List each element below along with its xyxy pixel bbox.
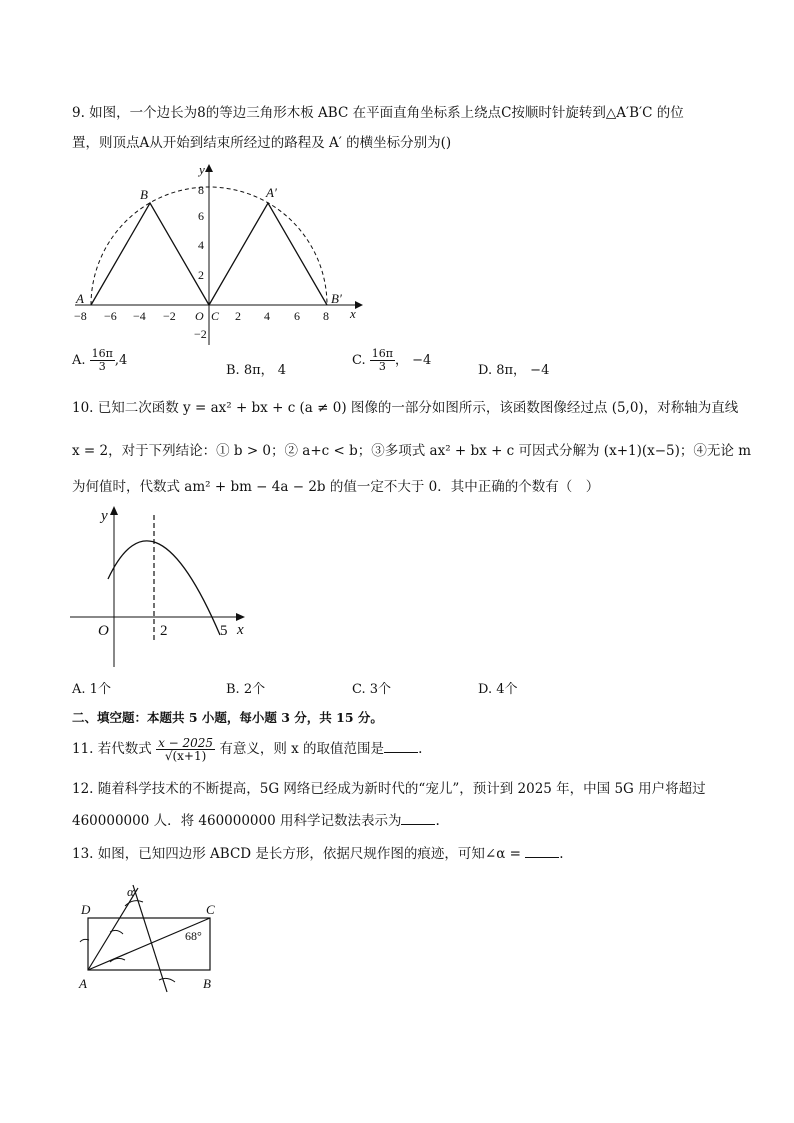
q10-option-c[interactable]: C. 3个 <box>352 682 392 697</box>
y-tick-8: 8 <box>198 183 204 197</box>
label-alpha: α <box>127 884 134 899</box>
q9-option-c[interactable]: C. $\frac{16\pi}{3}$ ， −4 <box>352 347 432 373</box>
label-a: A <box>79 976 87 991</box>
point-a: A <box>76 291 84 306</box>
y-tick-m2: −2 <box>194 327 207 341</box>
q10-line1: 10. 已知二次函数 y = ax² + bx + c (a ≠ 0) 图像的一部分如图所示，该函数图像经过点 (5,0)，对称轴为直线 <box>72 400 739 416</box>
y-tick-4: 4 <box>198 238 204 252</box>
arc-mark-5 <box>159 978 175 982</box>
x-tick-2: 2 <box>235 309 241 323</box>
q11: 11. 若代数式 $\frac{x - 2025}{√(x+1)}$ 有意义，则 x 的取值范围是 . <box>72 736 423 763</box>
label-c: C <box>206 902 215 917</box>
y-axis-label: y <box>199 162 205 177</box>
q9-option-a[interactable]: A. $\frac{16\pi}{3}$ ,4 <box>72 347 128 373</box>
point-b: B <box>140 187 148 202</box>
point-a-prime: A′ <box>266 185 277 200</box>
point-b-prime: B′ <box>331 291 342 306</box>
label-b: B <box>203 976 211 991</box>
parabola <box>108 541 220 635</box>
q9-graph <box>70 160 370 350</box>
q10-line2: x = 2，对于下列结论：① b > 0；② a+c < b；③多项式 ax² + bx + c 可因式分解为 (x+1)(x−5)；④无论 m <box>72 443 752 459</box>
q10-option-d[interactable]: D. 4个 <box>478 682 518 697</box>
x-tick-4: 4 <box>264 309 270 323</box>
y-tick-6: 6 <box>198 209 204 223</box>
arc-mark-3 <box>110 958 125 962</box>
q11-answer-blank[interactable] <box>384 738 418 753</box>
x-tick-c: C <box>211 309 220 323</box>
q10-graph <box>70 503 260 673</box>
q10-line3: 为何值时，代数式 am² + bm − 4a − 2b 的值一定不大于 0．其中正确的个数有（ ） <box>72 479 600 495</box>
triangle-a2b2c <box>209 203 327 305</box>
x-axis-label: x <box>350 306 356 321</box>
label-angle: 68° <box>185 929 202 943</box>
y-axis-label: y <box>101 508 108 524</box>
diagonal-ac <box>88 918 210 970</box>
q10-option-b[interactable]: B. 2个 <box>226 682 266 697</box>
y-axis-arrow <box>110 506 118 515</box>
q10-option-a[interactable]: A. 1个 <box>72 682 111 697</box>
q12-line1: 12. 随着科学技术的不断提高，5G 网络已经成为新时代的“宠儿”，预计到 2025 年，中国 5G 用户将超过 <box>72 781 706 797</box>
q13-answer-blank[interactable] <box>525 843 559 858</box>
x-tick-m8: −8 <box>74 309 87 323</box>
arc-mark-2 <box>110 930 123 934</box>
x-tick-m4: −4 <box>133 309 146 323</box>
section-heading: 二、填空题：本题共 5 小题，每小题 3 分，共 15 分。 <box>72 710 383 725</box>
y-axis-arrow <box>205 164 213 172</box>
triangle-abc <box>91 203 209 305</box>
x-tick-8: 8 <box>323 309 329 323</box>
q12-answer-blank[interactable] <box>401 810 435 825</box>
q9-option-b[interactable]: B. 8π， 4 <box>226 363 287 378</box>
label-d: D <box>81 902 91 917</box>
y-tick-2: 2 <box>198 268 204 282</box>
x-axis-arrow <box>355 301 363 309</box>
x-tick-m2: −2 <box>163 309 176 323</box>
mark-5: 5 <box>220 623 228 639</box>
q12-line2: 460000000 人．将 460000000 用科学记数法表示为 . <box>72 810 440 830</box>
q9-line2: 置，则顶点A从开始到结束所经过的路程及 A′ 的横坐标分别为() <box>72 135 452 151</box>
x-tick-o: O <box>195 309 204 323</box>
origin-label: O <box>98 623 109 639</box>
x-tick-6: 6 <box>294 309 300 323</box>
x-axis-arrow <box>236 613 245 621</box>
x-tick-m6: −6 <box>104 309 117 323</box>
q13-line: 13. 如图，已知四边形 ABCD 是长方形，依据尺规作图的痕迹，可知∠α = . <box>72 843 564 863</box>
x-axis-label: x <box>237 622 244 638</box>
mark-2: 2 <box>160 623 168 639</box>
segment-a <box>88 888 138 970</box>
q13-figure <box>75 880 235 1000</box>
q9-option-d[interactable]: D. 8π， −4 <box>478 363 550 378</box>
q9-line1: 9. 如图，一个边长为8的等边三角形木板 ABC 在平面直角坐标系上绕点C按顺时针旋转到△A′B′C 的位 <box>72 105 684 121</box>
